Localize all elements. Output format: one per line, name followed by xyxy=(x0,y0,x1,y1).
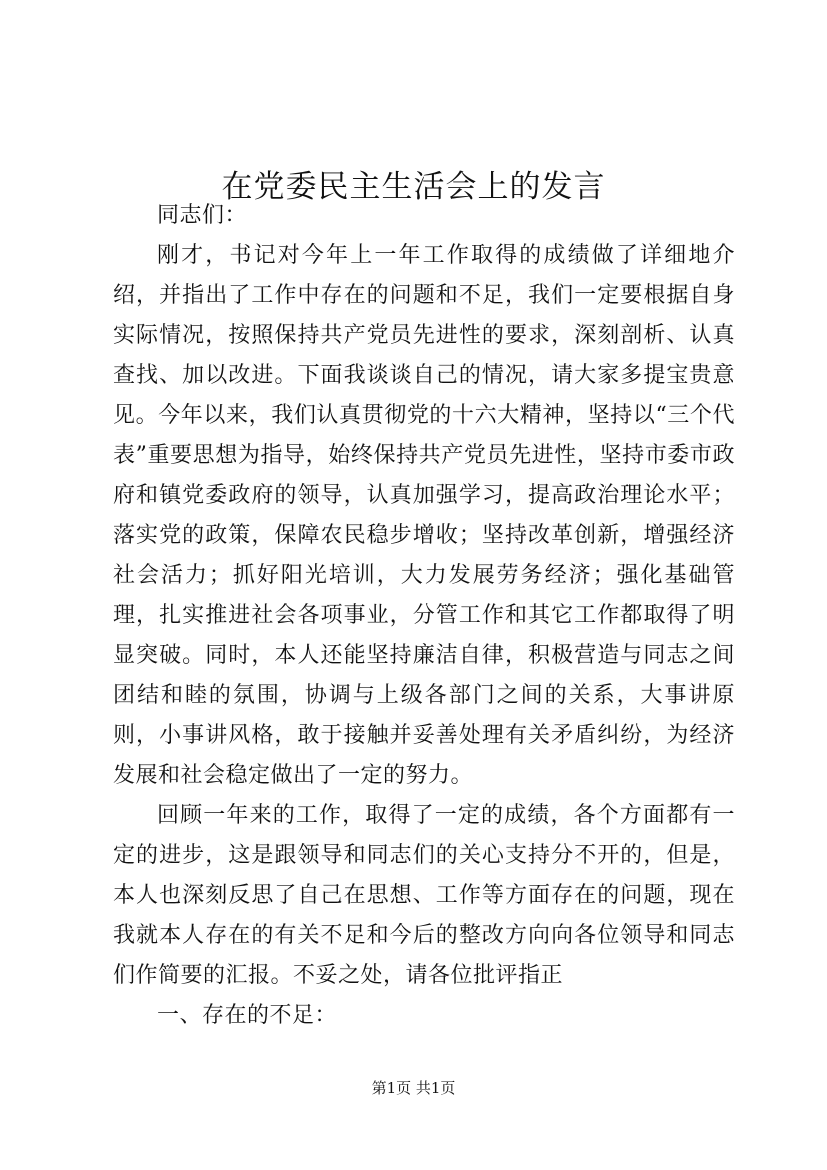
salutation: 同志们： xyxy=(157,203,248,228)
page-footer: 第1页 共1页 xyxy=(371,1079,456,1097)
paragraph-intro: 刚才，书记对今年上一年工作取得的成绩做了详细地介绍，并指出了工作中存在的问题和不足，我们一定要根据自身实际情况，按照保持共产党员先进性的要求，深刻剖析、认真查找、加以改进。下面我谈谈自己的情况，请大家多提宝贵意见。今年以来，我们认真贯彻党的十六大精神，坚持以“三个代表”重要思想为指导，始终保持共产党员先进性，坚持市委市政府和镇党委政府的领导，认真加强学习，提高政治理论水平；落实党的政策，保障农民稳步增收；坚持改革创新，增强经济社会活力；抓好阳光培训，大力发展劳务经济；强化基础管理，扎实推进社会各项事业，分管工作和其它工作都取得了明显突破。同时，本人还能坚持廉洁自律，积极营造与同志之间团结和睦的氛围，协调与上级各部门之间的关系，大事讲原则，小事讲风格，敢于接触并妥善处理有关矛盾纠纷，为经济发展和社会稳定做出了一定的努力。 xyxy=(113,243,735,788)
document-body xyxy=(113,196,735,1036)
section-heading-shortcomings: 一、存在的不足： xyxy=(157,1003,338,1028)
document-title: 在党委民主生活会上的发言 xyxy=(221,168,606,205)
paragraph-review: 回顾一年来的工作，取得了一定的成绩，各个方面都有一定的进步，这是跟领导和同志们的关心支持分不开的，但是，本人也深刻反思了自己在思想、工作等方面存在的问题，现在我就本人存在的有关不足和今后的整改方向向各位领导和同志们作简要的汇报。不妥之处，请各位批评指正 xyxy=(113,803,735,988)
